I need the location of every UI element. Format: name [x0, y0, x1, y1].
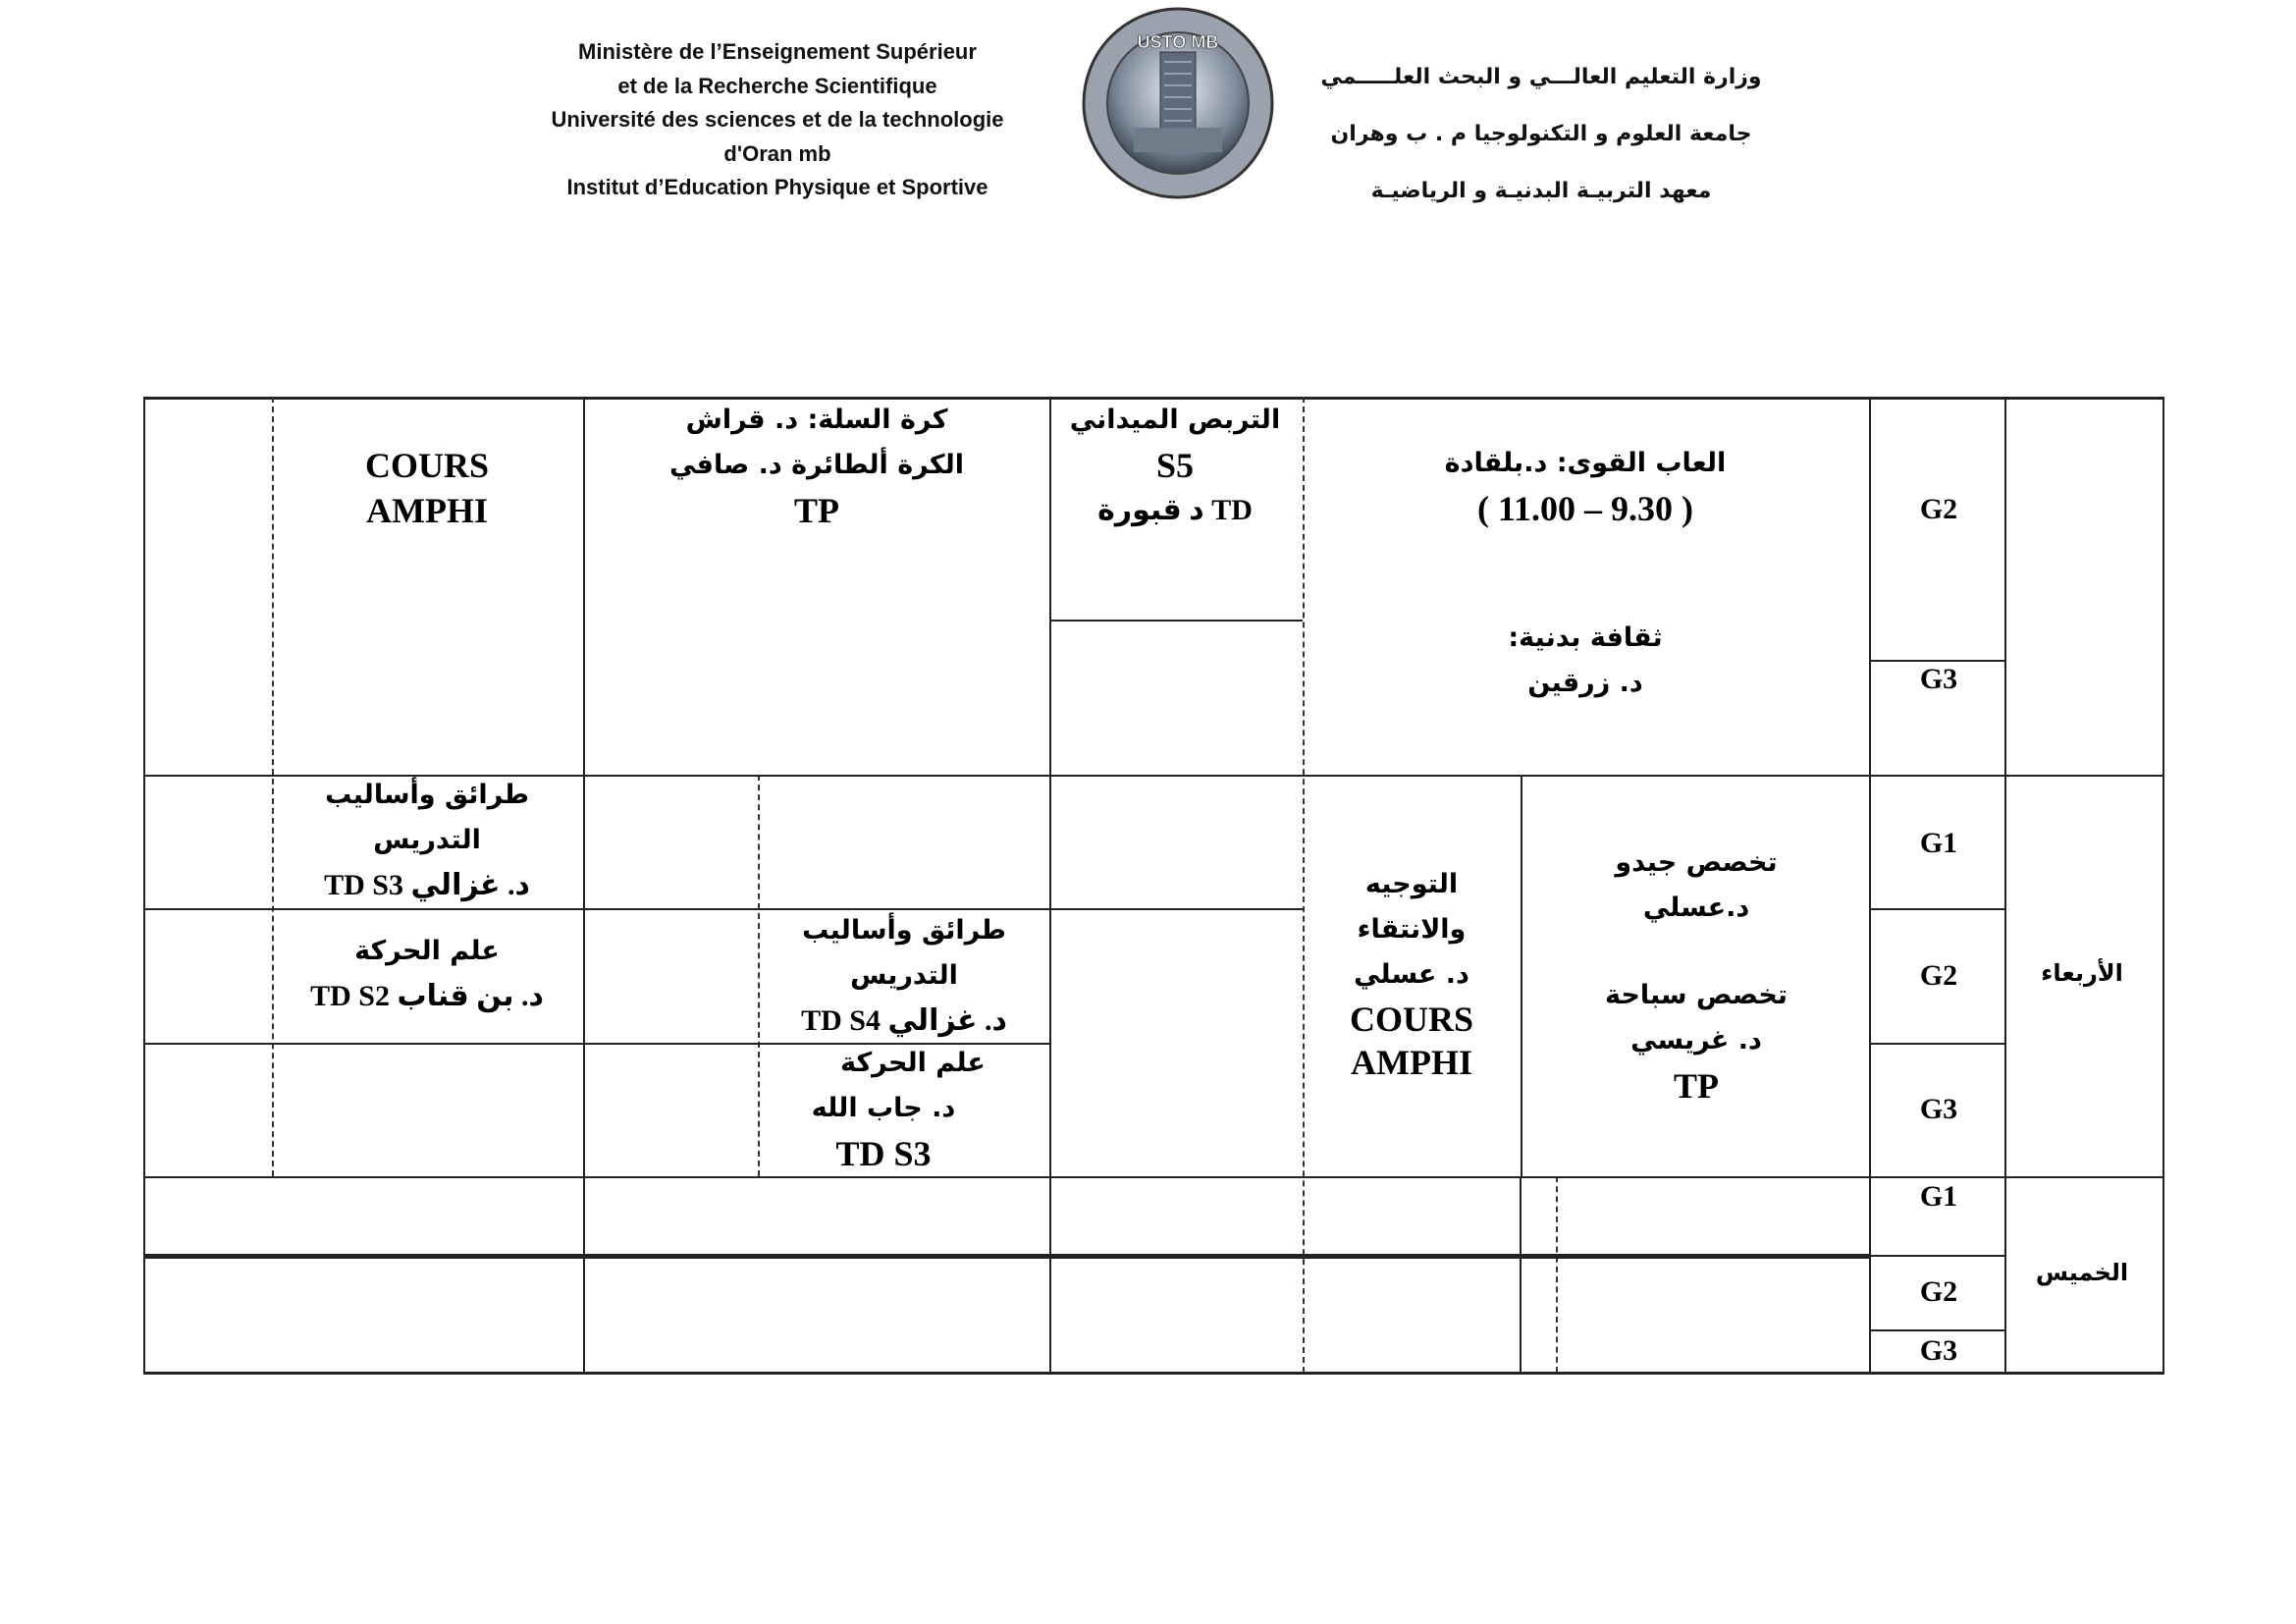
grid-line — [2004, 397, 2006, 1373]
grid-line — [1049, 620, 1303, 622]
grid-line — [1869, 1255, 2004, 1257]
header-city: d'Oran mb — [723, 140, 831, 166]
cell-text: TD د قبورة — [1097, 494, 1253, 526]
cell-text: TP — [793, 491, 839, 530]
group-label: G2 — [1919, 493, 1958, 525]
group-label: G2 — [1919, 959, 1958, 992]
cell-text: S5 — [1155, 446, 1195, 485]
cell-text: التدريس — [373, 825, 481, 855]
cell-methods-s4 — [727, 908, 1081, 1044]
cell-kinesiology-s2 — [250, 929, 604, 1019]
group-label: G1 — [1919, 827, 1958, 859]
cell-text: د. جاب الله — [811, 1093, 956, 1123]
cell-text: تخصص جيدو — [1615, 847, 1778, 878]
cell-text: د. بن قناب TD S2 — [310, 980, 544, 1012]
grid-line — [1869, 1329, 2004, 1331]
svg-text:USTO MB: USTO MB — [1137, 32, 1219, 52]
grid-line — [1869, 1043, 2004, 1045]
cell-text: COURS — [1349, 1000, 1474, 1039]
cell-text: العاب القوى: د.بلقادة — [1444, 448, 1727, 478]
cell-text: ( 11.00 – 9.30 ) — [1477, 489, 1693, 528]
cell-text: د. غزالي TD S3 — [324, 869, 530, 901]
cell-text: التوجيه — [1364, 869, 1459, 899]
cell-text: تخصص سباحة — [1605, 980, 1788, 1010]
header-institute-ar: معهد التربيـة البدنيـة و الرياضيـة — [1370, 179, 1712, 203]
header-university-ar: جامعة العلوم و التكنولوجيا م . ب وهران — [1330, 122, 1752, 146]
grid-line — [2163, 397, 2164, 1375]
header-research: et de la Recherche Scientifique — [617, 73, 937, 98]
cell-text: كرة السلة: د. قراش — [685, 405, 948, 435]
header-ministry-ar: وزارة التعليم العالـــي و البحث العلـــــمي — [1320, 65, 1762, 89]
cell-text: علم الحركة — [354, 936, 500, 966]
header-ministry: Ministère de l’Enseignement Supérieur — [578, 39, 977, 64]
grid-line — [143, 908, 1303, 910]
cell-text: علم الحركة — [840, 1048, 986, 1078]
grid-line — [1869, 660, 2004, 662]
grid-line — [143, 1372, 2164, 1375]
cell-text: AMPHI — [1351, 1043, 1472, 1082]
cell-text: د. غريسي — [1630, 1025, 1762, 1056]
group-label: G2 — [1919, 1275, 1958, 1308]
cell-text: والانتقاء — [1357, 914, 1467, 945]
day-label-wednesday: الأربعاء — [2041, 959, 2123, 987]
cell-text: طرائق وأساليب — [802, 915, 1006, 946]
cell-text: الكرة ألطائرة د. صافي — [668, 450, 965, 480]
cell-text: COURS — [364, 446, 490, 485]
cell-athletics — [1409, 441, 1762, 531]
cell-text: TP — [1673, 1066, 1719, 1106]
cell-cours-amphi — [250, 443, 604, 533]
grid-line — [1520, 1176, 1522, 1373]
cell-text: طرائق وأساليب — [325, 780, 529, 810]
cell-text: AMPHI — [366, 491, 488, 530]
cell-physical-culture — [1409, 616, 1762, 706]
grid-line — [143, 1176, 2164, 1178]
cell-text: د. زرقين — [1527, 668, 1643, 698]
grid-line — [143, 397, 145, 1375]
cell-text: التربص الميداني — [1069, 405, 1281, 435]
university-logo — [1080, 5, 1276, 201]
cell-text: TD S3 — [835, 1134, 932, 1173]
header-university: Université des sciences et de la technologie — [551, 107, 1004, 132]
cell-text: د. عسلي — [1354, 959, 1469, 990]
grid-line-dashed — [1556, 1176, 1558, 1373]
cell-kinesiology-s3 — [707, 1041, 1060, 1176]
grid-line — [143, 1254, 1869, 1259]
group-label: G3 — [1919, 1334, 1958, 1367]
header-arabic — [1296, 49, 1787, 220]
header-french — [483, 35, 1072, 205]
header-institute: Institut d’Education Physique et Sportive — [566, 175, 988, 199]
cell-methods-s3 — [250, 773, 604, 908]
group-label: G3 — [1919, 663, 1958, 695]
grid-line — [1869, 908, 2004, 910]
grid-line — [1049, 397, 1051, 1373]
cell-text: التدريس — [850, 960, 958, 991]
cell-ball-sports — [640, 398, 993, 533]
cell-text: ثقافة بدنية: — [1508, 623, 1663, 653]
day-label-thursday: الخميس — [2035, 1259, 2129, 1286]
cell-text: د.عسلي — [1642, 893, 1750, 923]
group-label: G3 — [1919, 1093, 1958, 1125]
group-label: G1 — [1919, 1180, 1958, 1213]
cell-internship — [998, 398, 1352, 533]
cell-text: د. غزالي TD S4 — [801, 1004, 1007, 1037]
